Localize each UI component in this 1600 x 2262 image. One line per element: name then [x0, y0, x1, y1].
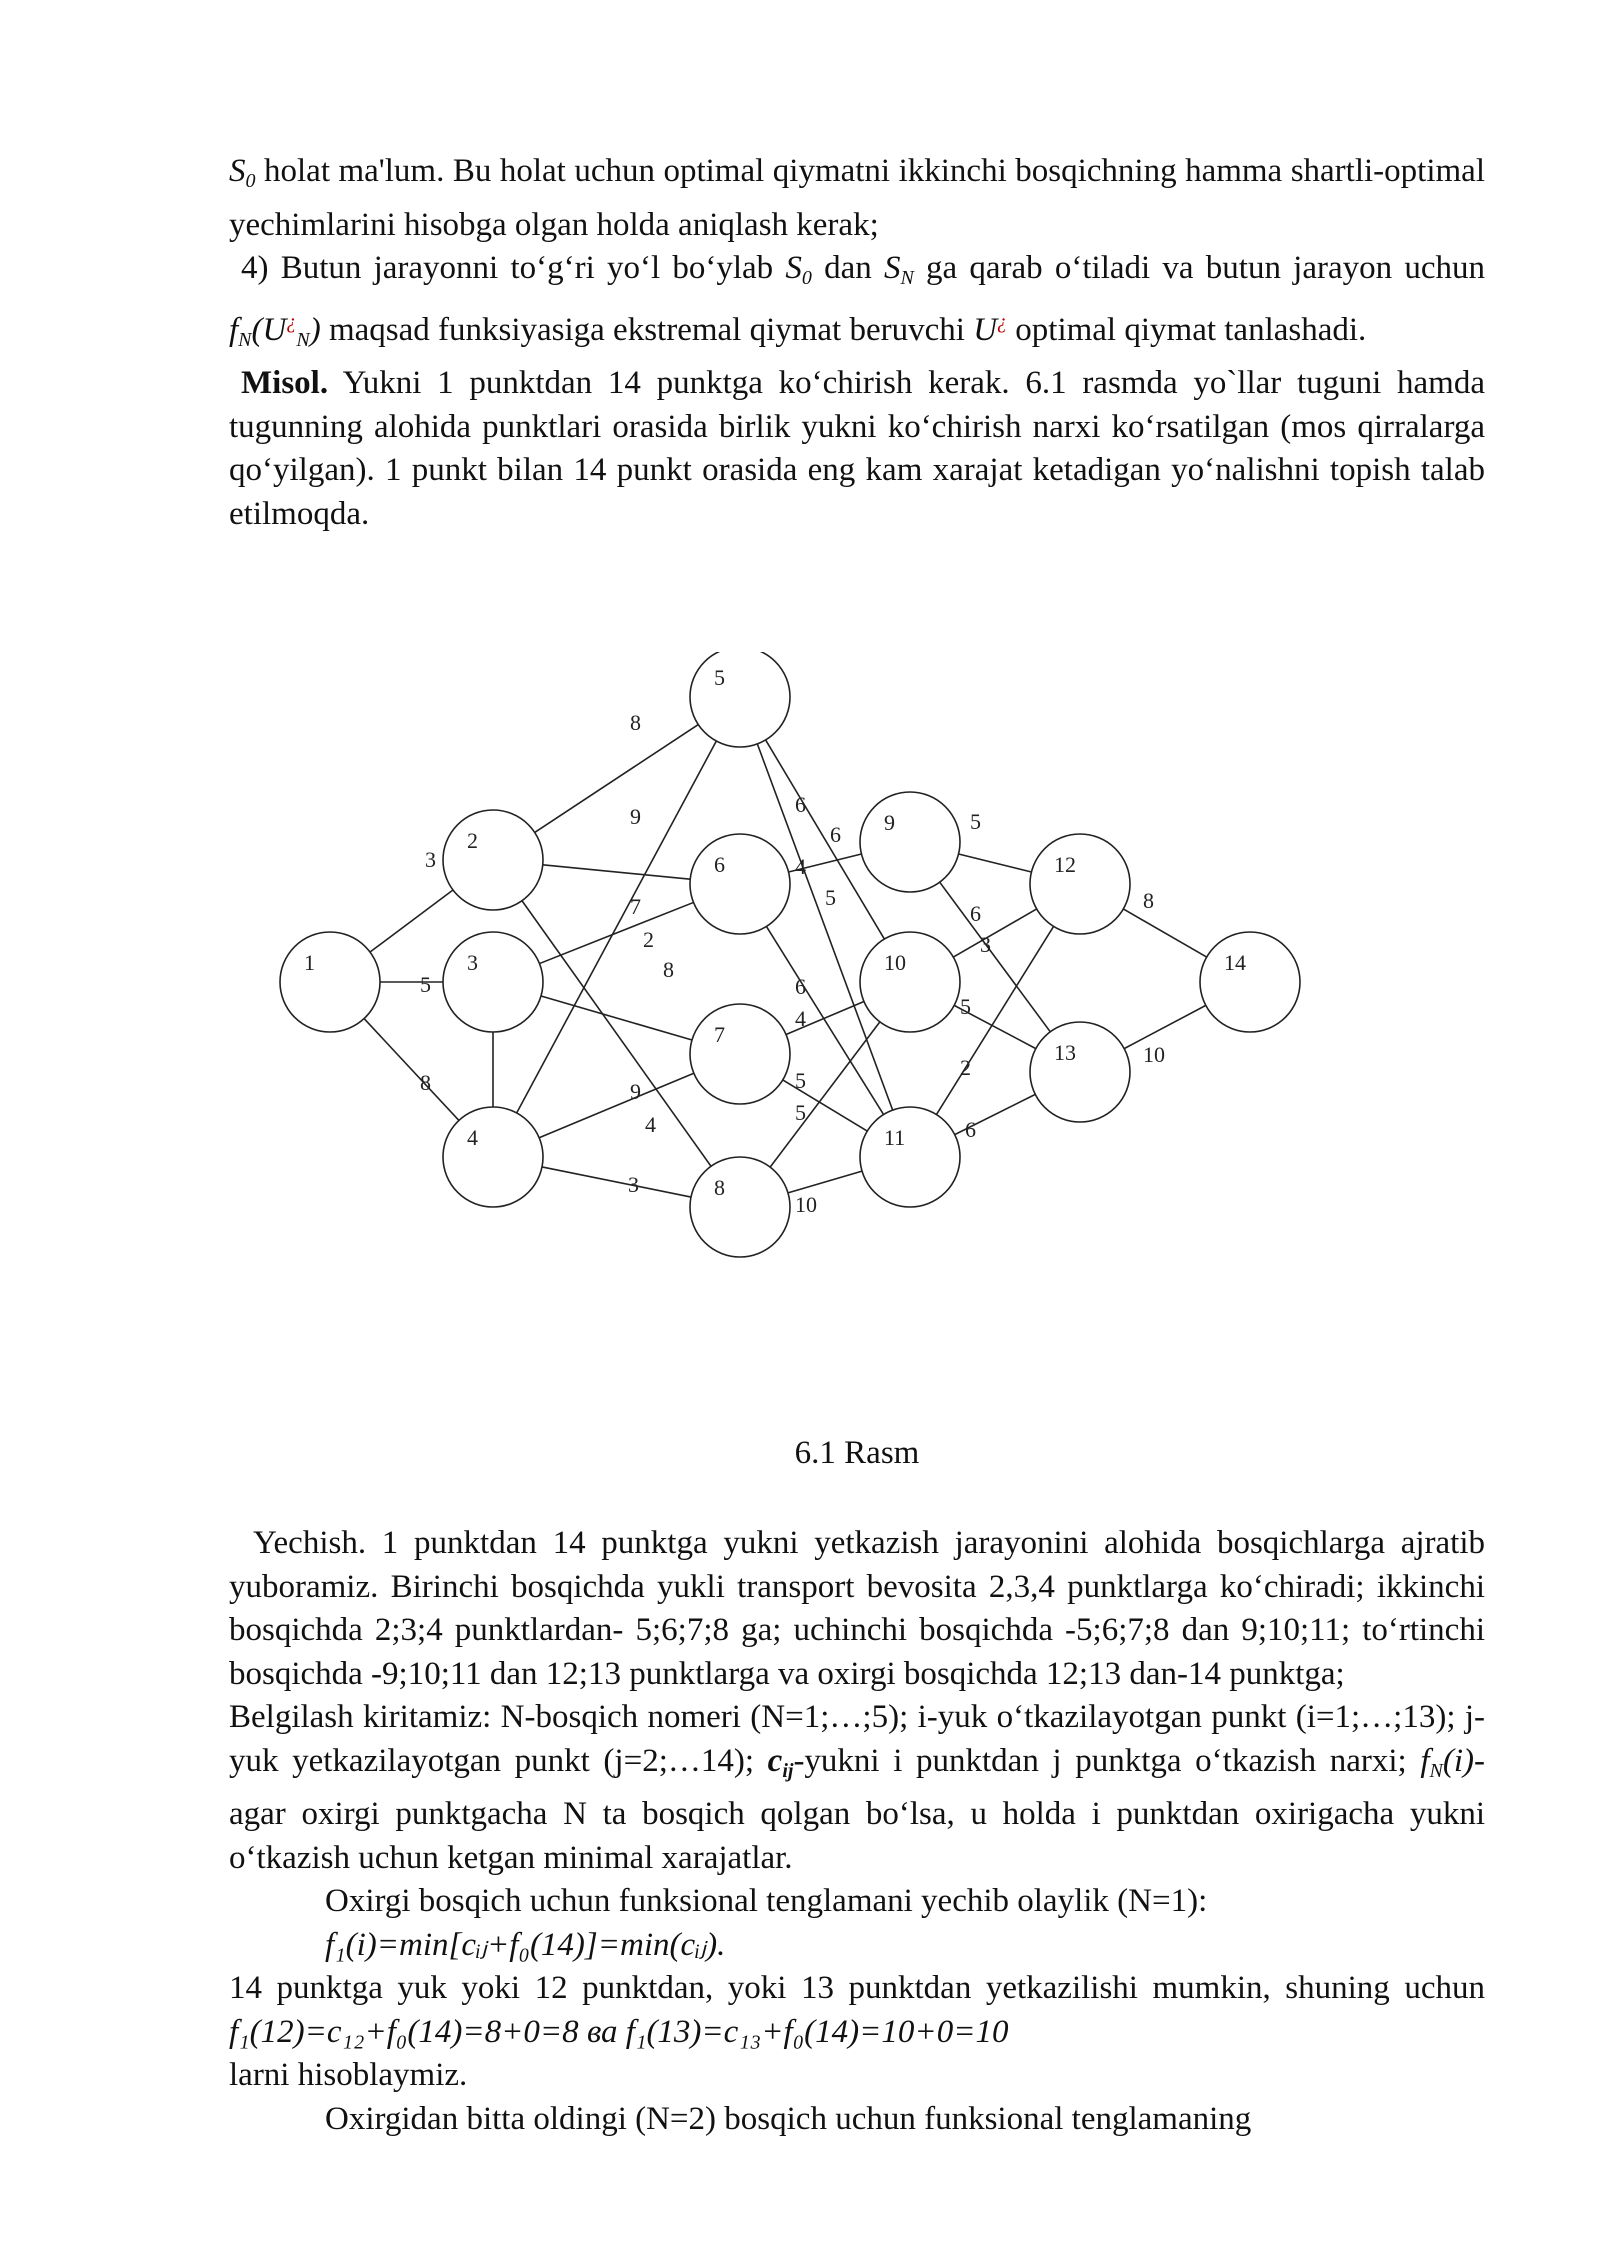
- node-label-11: 11: [884, 1125, 906, 1150]
- node-label-9: 9: [884, 810, 895, 835]
- node-2: [443, 810, 543, 910]
- solution-section: [229, 1522, 1485, 2141]
- paragraph-state: $S_0$ holat ma'lum. Bu holat uchun optimal qiymatni ikkinchi bosqichning hamma shartli-optimal yechimlarini hisobga olgan holda aniqlash kerak;: [229, 153, 1485, 243]
- equation-f1: f₁(i)=min[cᵢⱼ+f₀(14)]=min(cᵢⱼ).: [325, 1926, 726, 1963]
- edge-2-5: [535, 725, 699, 833]
- edge-cost-label: 6: [795, 792, 806, 817]
- paragraph-step-4: 4) Butun jarayonni to‘g‘ri yo‘l bo‘ylab $S_0$ dan $S_N$ ga qarab o‘tiladi va butun jarayon uchun $f_N(U^¿_N)$ maqsad funksiyasiga ekstremal qiymat beruvchi U¿ optimal qiymat tanlashadi.: [229, 250, 1485, 351]
- edge-cost-label: 6: [830, 822, 841, 847]
- equation-f1-12: f₁(12)=c₁₂+f₀(14)=8+0=8: [229, 2013, 579, 2050]
- network-graph: [270, 652, 1320, 1292]
- math-fn: $f_N(U^¿_N)$: [229, 310, 321, 351]
- node-7: [690, 1004, 790, 1104]
- page-content: [229, 150, 1486, 2137]
- node-1: [280, 932, 380, 1032]
- edge-cost-label: 10: [1143, 1042, 1165, 1067]
- network-figure: [270, 652, 1320, 1292]
- edge-cost-label: 6: [795, 974, 806, 999]
- figure-caption: 6.1 Rasm: [794, 1435, 920, 1471]
- edge-cost-label: 3: [425, 847, 436, 872]
- edge-cost-label: 6: [970, 901, 981, 926]
- edge-cost-label: 8: [1143, 888, 1154, 913]
- node-label-7: 7: [714, 1022, 725, 1047]
- edge-13-14: [1124, 1005, 1206, 1048]
- edge-1-2: [370, 890, 453, 952]
- edge-cost-label: 3: [628, 1172, 639, 1197]
- word-va: ва: [586, 2013, 618, 2050]
- node-label-12: 12: [1054, 852, 1076, 877]
- edge-cost-label: 9: [630, 804, 641, 829]
- node-label-8: 8: [714, 1175, 725, 1200]
- edge-cost-label: 2: [643, 927, 654, 952]
- edge-6-11: [766, 926, 883, 1114]
- math-s0: $S_0$: [785, 250, 812, 289]
- math-sn: $S_N$: [883, 250, 914, 289]
- edge-4-5: [517, 741, 717, 1113]
- paragraph-last-stage: Oxirgi bosqich uchun funksional tenglamani yechib olaylik (N=1):: [325, 1883, 1208, 1919]
- edge-cost-label: 5: [795, 1068, 806, 1093]
- node-label-14: 14: [1224, 950, 1246, 975]
- edge-2-6: [543, 865, 690, 879]
- node-label-5: 5: [714, 665, 725, 690]
- edge-3-6: [539, 902, 693, 963]
- node-label-2: 2: [467, 828, 478, 853]
- node-label-6: 6: [714, 852, 725, 877]
- paragraph-example: [229, 362, 1485, 536]
- edge-cost-label: 6: [965, 1117, 976, 1142]
- edge-cost-label: 8: [663, 957, 674, 982]
- node-label-1: 1: [304, 950, 315, 975]
- edge-cost-label: 5: [825, 885, 836, 910]
- edge-cost-label: 8: [420, 1070, 431, 1095]
- edge-cost-label: 4: [645, 1112, 656, 1137]
- node-10: [860, 932, 960, 1032]
- edge-cost-label: 10: [795, 1192, 817, 1217]
- edge-1-4: [364, 1019, 459, 1121]
- paragraph-solution: Yechish. 1 punktdan 14 punktga yukni yetkazish jarayonini alohida bosqichlarga ajratib yuboramiz. Birinchi bosqichda yukli transport bevosita 2,3,4 punktlarga ko‘chiradi; ikkinchi bosqichda 2;3;4 punktlardan- 5;6;7;8 ga; uchinchi bosqichda -5;6;7;8 dan 9;10;11; to‘rtinchi bosqichda -9;10;11 dan 12;13 punktlarga va oxirgi bosqichda 12;13 dan-14 punktga;: [229, 1525, 1485, 1692]
- node-label-4: 4: [467, 1125, 478, 1150]
- edge-12-14: [1123, 909, 1206, 957]
- edge-cost-label: 5: [795, 1100, 806, 1125]
- edge-9-12: [959, 854, 1032, 872]
- node-12: [1030, 834, 1130, 934]
- node-8: [690, 1157, 790, 1257]
- node-label-13: 13: [1054, 1040, 1076, 1065]
- node-4: [443, 1107, 543, 1207]
- example-label: Misol.: [241, 365, 329, 401]
- paragraph-compute: 14 punktga yuk yoki 12 punktdan, yoki 13 punktdan yetkazilishi mumkin, shuning uchun f₁(12)=c₁₂+f₀(14)=8+0=8 ва f₁(13)=c₁₃+f₀(14)=10+0=10 larni hisoblaymiz.: [229, 1970, 1485, 2093]
- node-label-10: 10: [884, 950, 906, 975]
- example-text: Yukni 1 punktdan 14 punktga ko‘chirish kerak. 6.1 rasmda yo`llar tuguni hamda tugunning alohida punktlari orasida birlik yukni ko‘chirish narxi ko‘rsatilgan (mos qirralarga qo‘yilgan). 1 punkt bilan 14 punkt orasida eng kam xarajat ketadigan yo‘nalishni topish talab etilmoqda.: [229, 365, 1486, 532]
- edge-cost-label: 4: [795, 854, 806, 879]
- node-3: [443, 932, 543, 1032]
- edge-cost-label: 5: [420, 972, 431, 997]
- edge-2-8: [522, 901, 711, 1167]
- edge-cost-label: 5: [970, 809, 981, 834]
- node-14: [1200, 932, 1300, 1032]
- edge-cost-label: 9: [630, 1079, 641, 1104]
- math-cij: $c_{ij}$: [767, 1742, 794, 1782]
- edge-cost-label: 2: [960, 1055, 971, 1080]
- paragraph-next-stage: Oxirgidan bitta oldingi (N=2) bosqich uchun funksional tenglamaning: [325, 2100, 1252, 2137]
- edge-8-11: [788, 1171, 862, 1193]
- equation-f1-13: f₁(13)=c₁₃+f₀(14)=10+0=10: [625, 2013, 1009, 2050]
- edge-cost-label: 8: [630, 710, 641, 735]
- node-6: [690, 834, 790, 934]
- paragraph-notation: Belgilash kiritamiz: N-bosqich nomeri (N=1;…;5); i-yuk o‘tkazilayotgan punkt (i=1;…;13); j-yuk yetkazilayotgan punkt (j=2;…14); $c_{ij}$-yukni i punktdan j punktga o‘tkazish narxi; $f_N(i)-$ agar oxirgi punktgacha N ta bosqich qolgan bo‘lsa, u holda i punktdan oxirigacha yukni o‘tkazish uchun ketgan minimal xarajatlar.: [229, 1699, 1486, 1876]
- node-13: [1030, 1022, 1130, 1122]
- math-s0: $S_0$: [229, 153, 256, 192]
- node-5: [690, 652, 790, 747]
- node-11: [860, 1107, 960, 1207]
- node-9: [860, 792, 960, 892]
- edge-4-8: [542, 1167, 691, 1197]
- edge-cost-label: 4: [795, 1006, 806, 1031]
- edge-cost-label: 5: [960, 994, 971, 1019]
- math-u: U¿: [973, 310, 1008, 348]
- math-fni: $f_N(i)$: [1420, 1742, 1475, 1782]
- edge-4-7: [539, 1073, 694, 1138]
- edge-cost-label: 3: [980, 932, 991, 957]
- edge-cost-label: 7: [630, 894, 641, 919]
- node-label-3: 3: [467, 950, 478, 975]
